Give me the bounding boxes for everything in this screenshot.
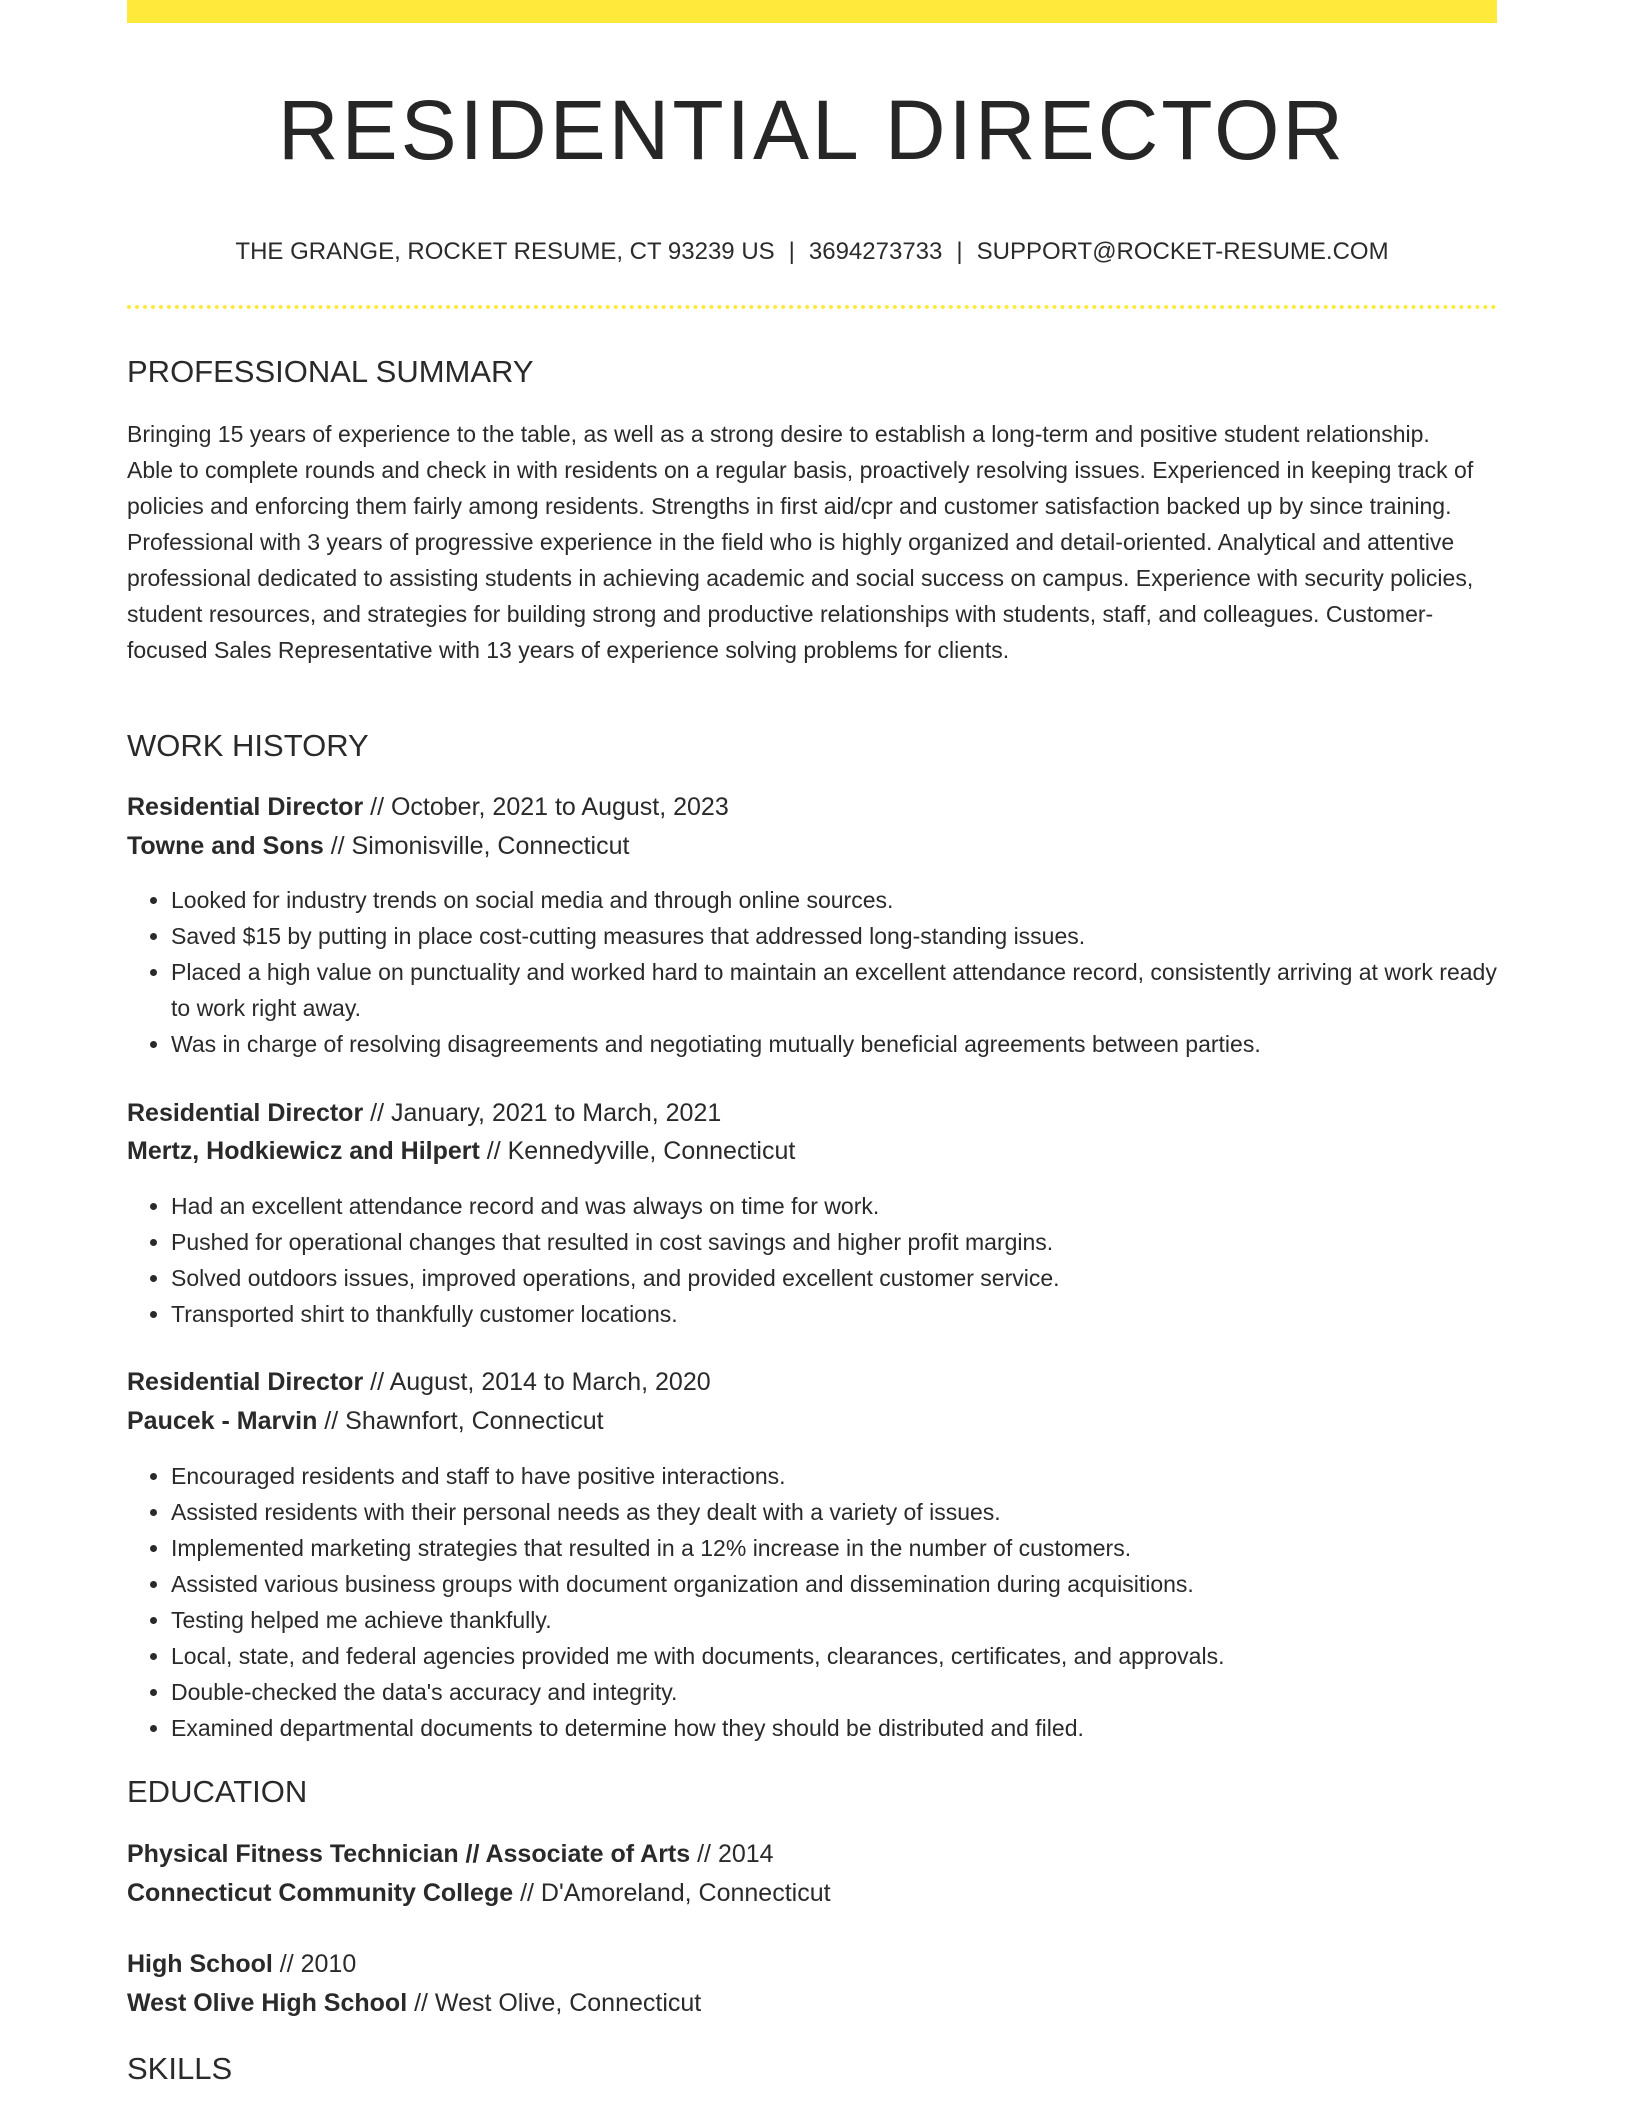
job-title-line (127, 1096, 721, 1130)
job-role: Residential Director (127, 1099, 364, 1127)
job-company: Paucek - Marvin (127, 1407, 318, 1435)
section-title-skills: SKILLS (127, 2051, 233, 2086)
education-year: // 2014 (690, 1840, 774, 1868)
list-item: • Placed a high value on punctuality and worked hard to maintain an excellent attendance record, consistently arriving at work ready to work right away. (171, 954, 1497, 1026)
list-item: • Assisted residents with their personal needs as they dealt with a variety of issues. (171, 1494, 1497, 1530)
list-item: • Assisted various business groups with document organization and dissemination during acquisitions. (171, 1566, 1497, 1602)
job-dates: // August, 2014 to March, 2020 (363, 1368, 711, 1396)
section-title-summary: PROFESSIONAL SUMMARY (127, 354, 534, 389)
contact-separator: | (788, 238, 795, 265)
list-item: • Encouraged residents and staff to have positive interactions. (171, 1458, 1497, 1494)
education-degree-line (127, 1947, 356, 1981)
education-school-line (127, 1876, 831, 1910)
contact-email[interactable]: SUPPORT@ROCKET-RESUME.COM (976, 238, 1389, 265)
education-location: // D'Amoreland, Connecticut (513, 1879, 831, 1907)
job-bullets (127, 1188, 1497, 1332)
list-item: • Solved outdoors issues, improved operations, and provided excellent customer service. (171, 1260, 1497, 1296)
dotted-divider (127, 305, 1497, 309)
list-item: • Examined departmental documents to determine how they should be distributed and filed. (171, 1710, 1497, 1746)
job-dates: // January, 2021 to March, 2021 (363, 1099, 722, 1127)
contact-phone: 3694273733 (808, 238, 943, 265)
list-item: • Had an excellent attendance record and was always on time for work. (171, 1188, 1497, 1224)
section-title-education: EDUCATION (127, 1774, 308, 1809)
contact-address: THE GRANGE, ROCKET RESUME, CT 93239 US (235, 238, 775, 265)
list-item: • Saved $15 by putting in place cost-cutting measures that addressed long-standing issues. (171, 918, 1497, 954)
job-title-line (127, 790, 729, 824)
list-item: • Testing helped me achieve thankfully. (171, 1602, 1497, 1638)
job-company-line (127, 829, 629, 863)
job-company: Towne and Sons (127, 832, 324, 860)
list-item: • Local, state, and federal agencies provided me with documents, clearances, certificates, and approvals. (171, 1638, 1497, 1674)
job-location: // Simonisville, Connecticut (323, 832, 630, 860)
job-company: Mertz, Hodkiewicz and Hilpert (127, 1137, 480, 1165)
list-item: • Double-checked the data's accuracy and integrity. (171, 1674, 1497, 1710)
education-school-line (127, 1986, 701, 2020)
education-school: West Olive High School (127, 1989, 408, 2017)
list-item: • Implemented marketing strategies that resulted in a 12% increase in the number of customers. (171, 1530, 1497, 1566)
contact-separator: | (956, 238, 963, 265)
job-company-line (127, 1134, 795, 1168)
job-bullets (127, 1458, 1497, 1746)
resume-name: RESIDENTIAL DIRECTOR (277, 83, 1347, 177)
contact-line (127, 236, 1497, 268)
job-title-line (127, 1365, 711, 1399)
job-role: Residential Director (127, 793, 364, 821)
job-bullets (127, 882, 1497, 1062)
list-item: • Transported shirt to thankfully customer locations. (171, 1296, 1497, 1332)
job-role: Residential Director (127, 1368, 364, 1396)
job-location: // Kennedyville, Connecticut (479, 1137, 796, 1165)
education-degree: Physical Fitness Technician // Associate of Arts (127, 1840, 691, 1868)
list-item: • Looked for industry trends on social media and through online sources. (171, 882, 1497, 918)
education-school: Connecticut Community College (127, 1879, 514, 1907)
list-item: • Pushed for operational changes that resulted in cost savings and higher profit margins. (171, 1224, 1497, 1260)
section-title-work-history: WORK HISTORY (127, 728, 369, 763)
education-degree: High School (127, 1950, 273, 1978)
job-dates: // October, 2021 to August, 2023 (363, 793, 729, 821)
job-location: // Shawnfort, Connecticut (317, 1407, 604, 1435)
summary-text: Bringing 15 years of experience to the table, as well as a strong desire to establish a long-term and positive student relationship. Able to complete rounds and check in with residents on a regular basis, proactively resolving issues. Experienced in keeping track of policies and enforcing them fairly among residents. Strengths in first aid/cpr and customer satisfaction backed up by since training. Professional with 3 years of progressive experience in the field who is highly organized and detail-oriented. Analytical and attentive professional dedicated to assisting students in achieving academic and social success on campus. Experience with security policies, student resources, and strategies for building strong and productive relationships with students, staff, and colleagues. Customer-focused Sales Representative with 13 years of experience solving problems for clients. (127, 421, 1474, 663)
job-company-line (127, 1404, 604, 1438)
education-year: // 2010 (272, 1950, 357, 1978)
education-degree-line (127, 1837, 774, 1871)
accent-bar (127, 0, 1497, 23)
education-location: // West Olive, Connecticut (407, 1989, 702, 2017)
list-item: • Was in charge of resolving disagreements and negotiating mutually beneficial agreements between parties. (171, 1026, 1497, 1062)
